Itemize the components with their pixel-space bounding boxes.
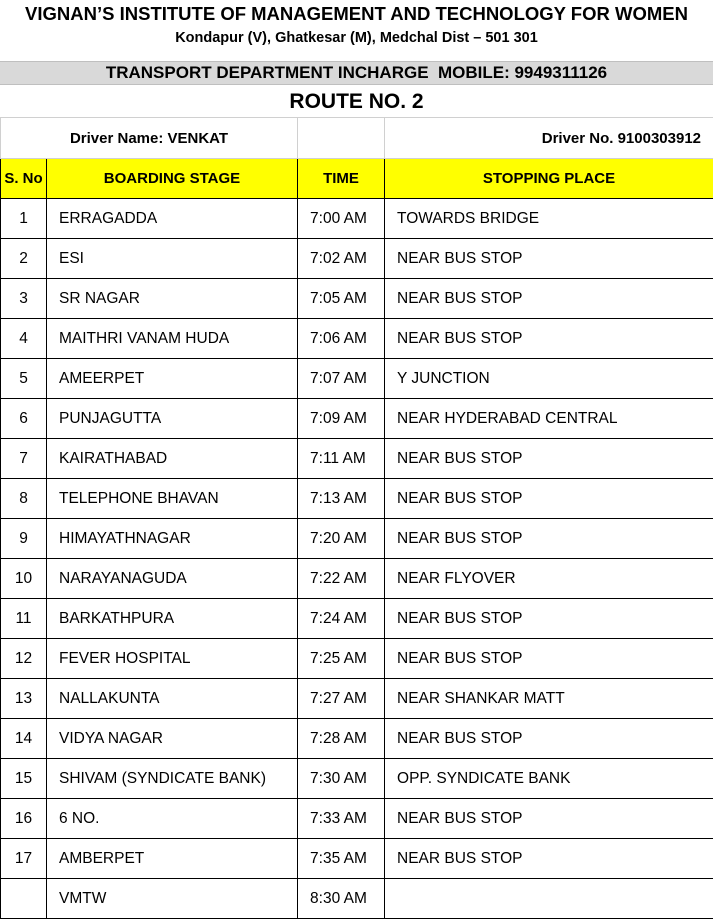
boarding-stage-cell: ESI	[47, 239, 298, 279]
sno-cell: 14	[1, 719, 47, 759]
time-cell: 7:00 AM	[298, 199, 385, 239]
boarding-stage-cell: AMBERPET	[47, 839, 298, 879]
table-row	[1, 199, 713, 239]
stopping-place-cell: NEAR BUS STOP	[385, 519, 713, 559]
route-table	[0, 117, 713, 919]
time-cell: 7:20 AM	[298, 519, 385, 559]
stopping-place-cell: NEAR BUS STOP	[385, 839, 713, 879]
boarding-stage-cell: VIDYA NAGAR	[47, 719, 298, 759]
route-title: ROUTE NO. 2	[289, 90, 424, 113]
stopping-place-cell: NEAR BUS STOP	[385, 799, 713, 839]
table-row	[1, 719, 713, 759]
table-row	[1, 559, 713, 599]
time-cell: 7:09 AM	[298, 399, 385, 439]
boarding-stage-cell: MAITHRI VANAM HUDA	[47, 319, 298, 359]
stopping-place-cell: NEAR BUS STOP	[385, 719, 713, 759]
table-row	[1, 439, 713, 479]
sno-cell: 6	[1, 399, 47, 439]
boarding-stage-cell: NARAYANAGUDA	[47, 559, 298, 599]
stopping-place-cell: Y JUNCTION	[385, 359, 713, 399]
driver-name: Driver Name: VENKAT	[1, 118, 298, 159]
table-row	[1, 279, 713, 319]
sno-cell: 9	[1, 519, 47, 559]
boarding-stage-cell: TELEPHONE BHAVAN	[47, 479, 298, 519]
driver-number: Driver No. 9100303912	[385, 118, 713, 159]
boarding-stage-cell: NALLAKUNTA	[47, 679, 298, 719]
time-cell: 7:07 AM	[298, 359, 385, 399]
boarding-stage-cell: SR NAGAR	[47, 279, 298, 319]
sno-cell	[1, 879, 47, 919]
time-cell: 7:24 AM	[298, 599, 385, 639]
sno-cell: 8	[1, 479, 47, 519]
sno-cell: 3	[1, 279, 47, 319]
stopping-place-cell: NEAR BUS STOP	[385, 599, 713, 639]
stopping-place-cell: NEAR BUS STOP	[385, 279, 713, 319]
table-row	[1, 679, 713, 719]
stopping-place-cell: NEAR BUS STOP	[385, 439, 713, 479]
table-row	[1, 399, 713, 439]
stopping-place-cell: NEAR SHANKAR MATT	[385, 679, 713, 719]
institute-name: VIGNAN’S INSTITUTE OF MANAGEMENT AND TECHNOLOGY FOR WOMEN	[25, 3, 688, 24]
time-cell: 7:06 AM	[298, 319, 385, 359]
sno-cell: 5	[1, 359, 47, 399]
column-header-stage: BOARDING STAGE	[47, 159, 298, 199]
table-row	[1, 239, 713, 279]
time-cell: 7:22 AM	[298, 559, 385, 599]
table-row	[1, 759, 713, 799]
time-cell: 7:33 AM	[298, 799, 385, 839]
stopping-place-cell: NEAR BUS STOP	[385, 479, 713, 519]
driver-row	[1, 118, 713, 159]
column-header-time: TIME	[298, 159, 385, 199]
boarding-stage-cell: FEVER HOSPITAL	[47, 639, 298, 679]
driver-spacer-cell	[298, 118, 385, 159]
time-cell: 7:27 AM	[298, 679, 385, 719]
table-row	[1, 359, 713, 399]
institute-address: Kondapur (V), Ghatkesar (M), Medchal Dist – 501 301	[175, 30, 538, 46]
table-row	[1, 319, 713, 359]
stopping-place-cell: TOWARDS BRIDGE	[385, 199, 713, 239]
time-cell: 7:05 AM	[298, 279, 385, 319]
sno-cell: 11	[1, 599, 47, 639]
sno-cell: 13	[1, 679, 47, 719]
boarding-stage-cell: VMTW	[47, 879, 298, 919]
time-cell: 8:30 AM	[298, 879, 385, 919]
sno-cell: 16	[1, 799, 47, 839]
table-row	[1, 599, 713, 639]
sno-cell: 1	[1, 199, 47, 239]
stopping-place-cell: NEAR BUS STOP	[385, 639, 713, 679]
boarding-stage-cell: 6 NO.	[47, 799, 298, 839]
boarding-stage-cell: SHIVAM (SYNDICATE BANK)	[47, 759, 298, 799]
stopping-place-cell: NEAR FLYOVER	[385, 559, 713, 599]
boarding-stage-cell: BARKATHPURA	[47, 599, 298, 639]
table-row	[1, 839, 713, 879]
stopping-place-cell	[385, 879, 713, 919]
table-row	[1, 479, 713, 519]
stopping-place-cell: NEAR BUS STOP	[385, 239, 713, 279]
time-cell: 7:25 AM	[298, 639, 385, 679]
column-header-place: STOPPING PLACE	[385, 159, 713, 199]
header-row	[1, 159, 713, 199]
stopping-place-cell: NEAR BUS STOP	[385, 319, 713, 359]
time-cell: 7:11 AM	[298, 439, 385, 479]
boarding-stage-cell: HIMAYATHNAGAR	[47, 519, 298, 559]
time-cell: 7:02 AM	[298, 239, 385, 279]
boarding-stage-cell: PUNJAGUTTA	[47, 399, 298, 439]
table-row	[1, 519, 713, 559]
time-cell: 7:28 AM	[298, 719, 385, 759]
time-cell: 7:35 AM	[298, 839, 385, 879]
table-row	[1, 639, 713, 679]
sno-cell: 10	[1, 559, 47, 599]
boarding-stage-cell: AMEERPET	[47, 359, 298, 399]
sno-cell: 7	[1, 439, 47, 479]
time-cell: 7:13 AM	[298, 479, 385, 519]
department-contact: TRANSPORT DEPARTMENT INCHARGE MOBILE: 9949311126	[0, 61, 713, 85]
table-row	[1, 879, 713, 919]
boarding-stage-cell: KAIRATHABAD	[47, 439, 298, 479]
stopping-place-cell: NEAR HYDERABAD CENTRAL	[385, 399, 713, 439]
table-row	[1, 799, 713, 839]
sno-cell: 4	[1, 319, 47, 359]
sno-cell: 12	[1, 639, 47, 679]
sno-cell: 15	[1, 759, 47, 799]
boarding-stage-cell: ERRAGADDA	[47, 199, 298, 239]
sno-cell: 2	[1, 239, 47, 279]
stopping-place-cell: OPP. SYNDICATE BANK	[385, 759, 713, 799]
time-cell: 7:30 AM	[298, 759, 385, 799]
sno-cell: 17	[1, 839, 47, 879]
column-header-sno: S. No	[1, 159, 47, 199]
